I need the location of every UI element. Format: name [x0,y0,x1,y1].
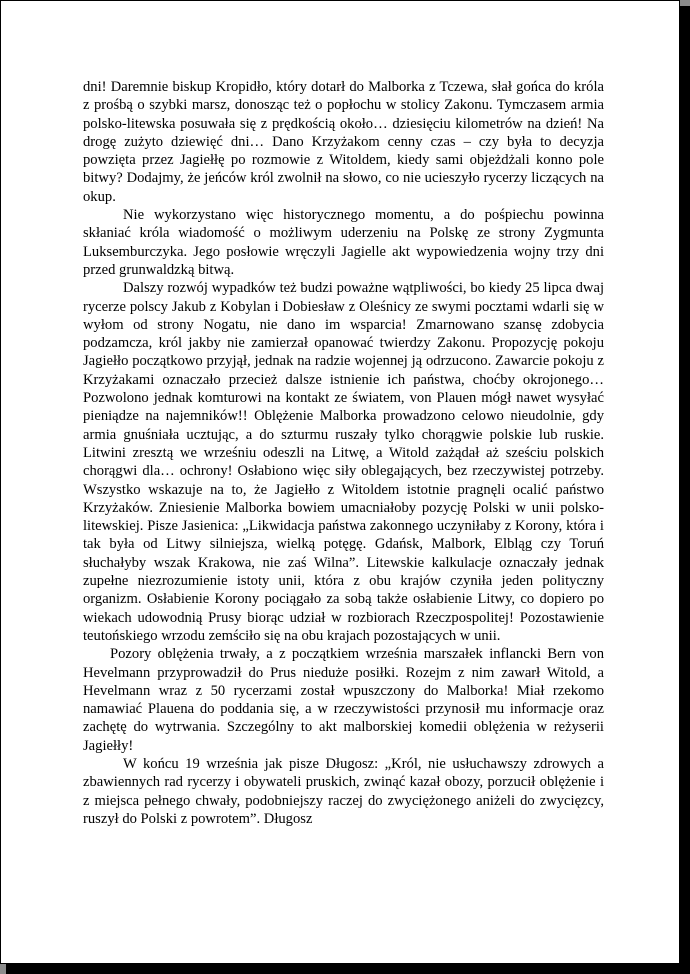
paragraph: Pozory oblężenia trwały, a z początkiem września marszałek inflancki Bern von Hevelmann przyprowadził do Prus nieduże posiłki. Rozejm z nim zawarł Witold, a Hevelmann wraz z 50 rycerzami został wpuszczony do Malborka! Miał rzekomo namawiać Plauena do poddania się, a w rzeczywistości przynosił mu informacje oraz zachętę do wytrwania. Szczególny to akt malborskiej komedii oblężenia w reżyserii Jagiełły! [83,646,604,754]
page-shadow-right [680,6,690,974]
page-shadow-bottom [6,964,690,974]
paragraph: Dalszy rozwój wypadków też budzi poważne wątpliwości, bo kiedy 25 lipca dwaj rycerze polscy Jakub z Kobylan i Dobiesław z Oleśnicy ze swymi pocztami wdarli się w wyłom od strony Nogatu, nie dano im wsparcia! Zmarnowano szansę zdobycia podzamcza, król jakby nie zamierzał opanować twierdzy Zakonu. Propozycję pokoju Jagiełło początkowo przyjął, jednak na radzie wojennej ją odrzucono. Zawarcie pokoju z Krzyżakami oznaczało przecież dalsze istnienie ich państwa, choćby okrojonego… Pozwolono jednak komturowi na kontakt ze światem, von Plauen mógł nawet wysyłać pieniądze na najemników!! Oblężenie Malborka prowadzono celowo nieudolnie, gdy armia gnuśniała ucztując, a do szturmu ruszały tylko chorągwie polskie lub ruskie. Litwini zresztą we wrześniu odeszli na Litwę, a Witold zażądał aż sześciu polskich chorągwi dla… ochrony! Osłabiono więc siły oblegających, bez rzeczywistej potrzeby. Wszystko wskazuje na to, że Jagiełło z Witoldem istotnie pragnęli ocalić państwo Krzyżaków. Zniesienie Malborka bowiem umacniałoby pozycję Polski w unii polsko-litewskiej. Pisze Jasienica: „Likwidacja państwa zakonnego uczyniłaby z Korony, która i tak była od Litwy silniejsza, wielką potęgę. Gdańsk, Malbork, Elbląg czy Toruń słuchałyby wszak Krakowa, nie zaś Wilna”. Litewskie kalkulacje oznaczały jednak zupełne niezrozumienie istoty unii, która z obu krajów czyniła jeden polityczny organizm. Osłabienie Korony pociągało za sobą także osłabienie Litwy, co dopiero po wiekach udowodnią Prusy biorąc udział w rozbiorach Rzeczpospolitej! Pozostawienie teutońskiego wrzodu zemściło się na obu krajach pozostających w unii. [83,280,604,644]
document-body [83,78,604,828]
paragraph: dni! Daremnie biskup Kropidło, który dotarł do Malborka z Tczewa, słał gońca do króla z prośbą o szybki marsz, donosząc też o popłochu w stolicy Zakonu. Tymczasem armia polsko-litewska posuwała się z prędkością około… dziesięciu kilometrów na dzień! Na drogę zużyto dziewięć dni… Dano Krzyżakom cenny czas – czy była to decyzja powzięta przez Jagiełłę po rozmowie z Witoldem, kiedy sami objeżdżali konno pole bitwy? Dodajmy, że jeńców król zwolnił na słowo, co nie ucieszyło rycerzy liczących na okup. [83,79,604,205]
paragraph: W końcu 19 września jak pisze Długosz: „Król, nie usłuchawszy zdrowych a zbawiennych rad rycerzy i obywateli pruskich, zwinąć kazał obozy, porzucił oblężenie i z miejsca pełnego chwały, podobniejszy raczej do zwyciężonego aniżeli do zwycięzcy, ruszył do Polski z powrotem”. Długosz [83,755,604,827]
paragraph: Nie wykorzystano więc historycznego momentu, a do pośpiechu powinna skłaniać króla wiadomość o możliwym uderzeniu na Polskę ze strony Zygmunta Luksemburczyka. Jego posłowie wręczyli Jagielle akt wypowiedzenia wojny trzy dni przed grunwaldzką bitwą. [83,207,604,278]
